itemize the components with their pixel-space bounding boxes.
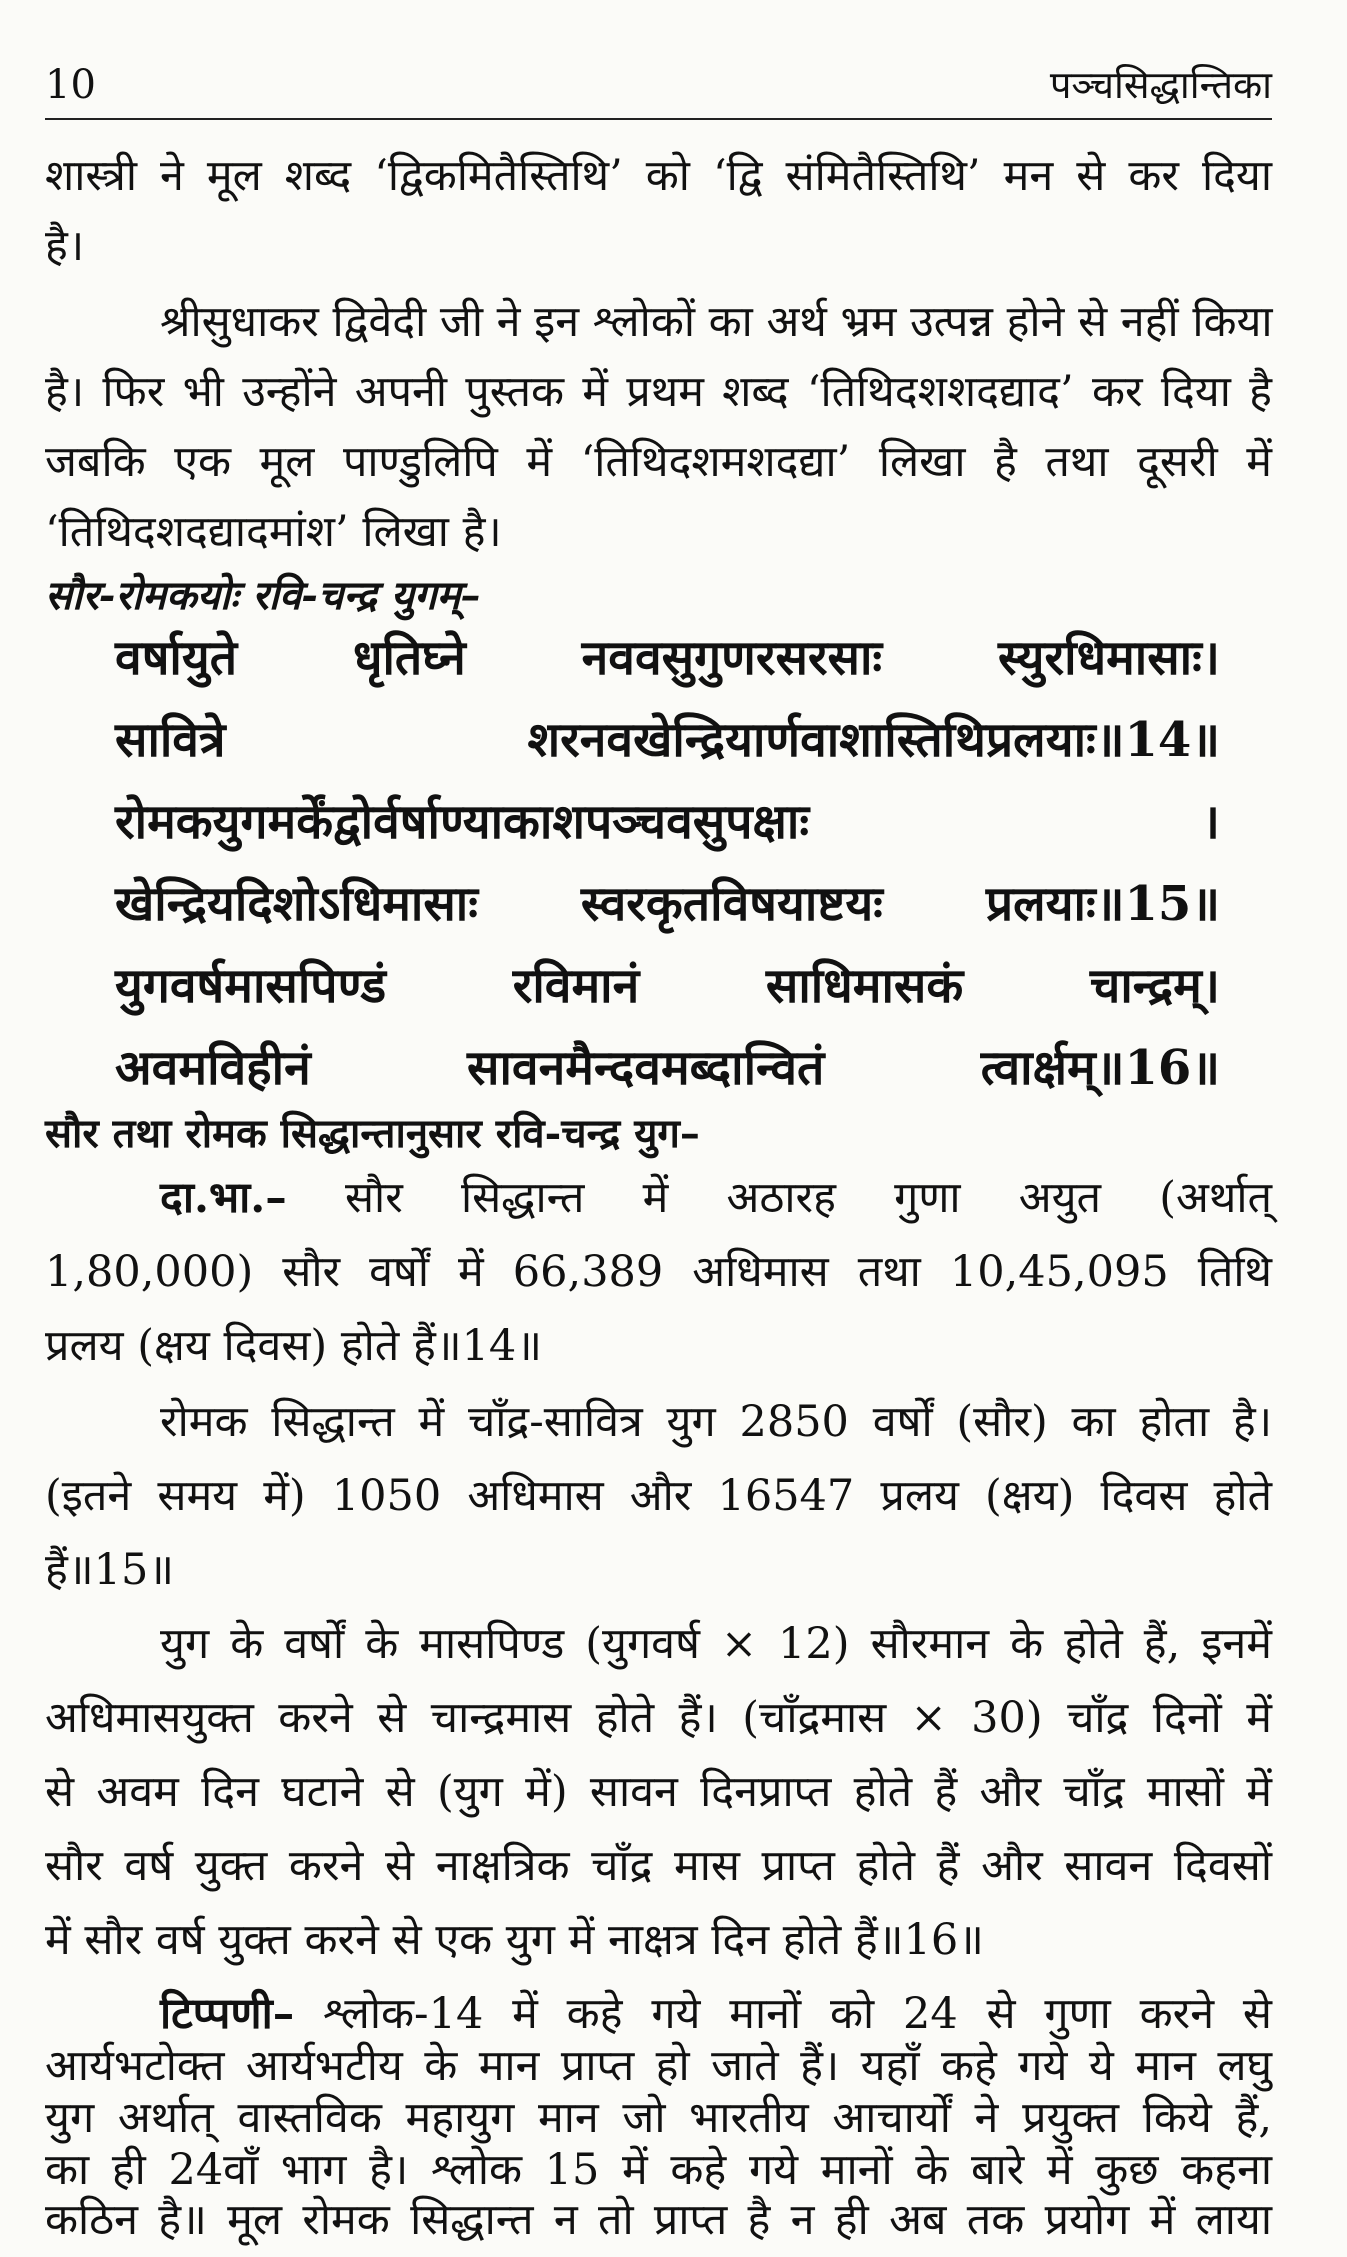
paragraph-label: दा.भा.– — [160, 1173, 287, 1223]
shloka-line: अवमविहीनं सावनमैन्दवमब्दान्वितं त्वार्क्षम्॥16॥ — [115, 1040, 1220, 1096]
text-line: अधिमासयुक्त करने से चान्द्रमास होते हैं। (चाँद्रमास × 30) चाँद्र दिनों में — [45, 1693, 1272, 1743]
shloka-line: खेन्द्रियदिशोऽधिमासाः स्वरकृतविषयाष्टयः प्रलयाः॥15॥ — [115, 876, 1220, 932]
text-line: आर्यभटोक्त आर्यभटीय के मान प्राप्त हो जाते हैं। यहाँ कहे गये ये मान लघु — [45, 2041, 1272, 2091]
text-line: प्रलय (क्षय दिवस) होते हैं॥14॥ — [45, 1321, 543, 1371]
text-line: श्रीसुधाकर द्विवेदी जी ने इन श्लोकों का अर्थ भ्रम उत्पन्न होने से नहीं किया — [160, 297, 1273, 347]
page-number: 10 — [45, 62, 96, 108]
text-line: युग के वर्षों के मासपिण्ड (युगवर्ष × 12) सौरमान के होते हैं, इनमें — [160, 1619, 1272, 1669]
shloka-line: रोमकयुगमर्केंद्वोर्वर्षाण्याकाशपञ्चवसुपक्षाः । — [115, 794, 1220, 850]
text-line: है। फिर भी उन्होंने अपनी पुस्तक में प्रथम शब्द ‘तिथिदशशदद्याद’ कर दिया है — [45, 367, 1272, 417]
text-line: युग अर्थात् वास्तविक महायुग मान जो भारतीय आचार्यों ने प्रयुक्त किये हैं, — [45, 2093, 1272, 2143]
text-line: सौर वर्ष युक्त करने से नाक्षत्रिक चाँद्र मास प्राप्त होते हैं और सावन दिवसों — [45, 1841, 1272, 1891]
text-span: श्लोक-14 में कहे गये मानों को 24 से गुणा करने से — [323, 1989, 1272, 2039]
text-span: सौर सिद्धान्त में अठारह गुणा अयुत (अर्थात् — [344, 1173, 1272, 1223]
section-heading: सौर-रोमकयोः रवि-चन्द्र युगम्– — [45, 572, 481, 619]
book-title: पञ्चसिद्धान्तिका — [1049, 63, 1272, 107]
text-line: कठिन है॥ मूल रोमक सिद्धान्त न तो प्राप्त है न ही अब तक प्रयोग में लाया — [45, 2195, 1272, 2245]
text-line: का ही 24वाँ भाग है। श्लोक 15 में कहे गये मानों के बारे में कुछ कहना — [45, 2145, 1272, 2195]
text-line: से अवम दिन घटाने से (युग में) सावन दिनप्राप्त होते हैं और चाँद्र मासों में — [45, 1767, 1272, 1817]
text-line: हैं॥15॥ — [45, 1545, 175, 1595]
section-heading: सौर तथा रोमक सिद्धान्तानुसार रवि-चन्द्र युग– — [45, 1110, 700, 1157]
shloka-line: सावित्रे शरनवखेन्द्रियार्णवाशास्तिथिप्रलयाः॥14॥ — [115, 712, 1220, 768]
paragraph-label: टिप्पणी– — [160, 1989, 295, 2039]
text-line: ‘तिथिदशदद्यादमांश’ लिखा है। — [45, 507, 502, 557]
header-rule — [45, 118, 1272, 120]
shloka-line: वर्षायुते धृतिघ्ने नववसुगुणरसरसाः स्युरधिमासाः। — [115, 630, 1220, 686]
text-line: जबकि एक मूल पाण्डुलिपि में ‘तिथिदशमशदद्या’ लिखा है तथा दूसरी में — [45, 437, 1272, 487]
text-line: (इतने समय में) 1050 अधिमास और 16547 प्रलय (क्षय) दिवस होते — [45, 1471, 1272, 1521]
text-line: रोमक सिद्धान्त में चाँद्र-सावित्र युग 2850 वर्षों (सौर) का होता है। — [160, 1397, 1272, 1447]
text-line: 1,80,000) सौर वर्षों में 66,389 अधिमास तथा 10,45,095 तिथि — [45, 1247, 1272, 1297]
shloka-line: युगवर्षमासपिण्डं रविमानं साधिमासकं चान्द्रम्। — [115, 958, 1220, 1014]
text-line — [160, 1162, 1272, 1234]
text-line: है। — [45, 221, 85, 271]
text-line: शास्त्री ने मूल शब्द ‘द्विकमितैस्तिथि’ को ‘द्वि संमितैस्तिथि’ मन से कर दिया — [45, 151, 1272, 201]
text-line: में सौर वर्ष युक्त करने से एक युग में नाक्षत्र दिन होते हैं॥16॥ — [45, 1915, 984, 1965]
